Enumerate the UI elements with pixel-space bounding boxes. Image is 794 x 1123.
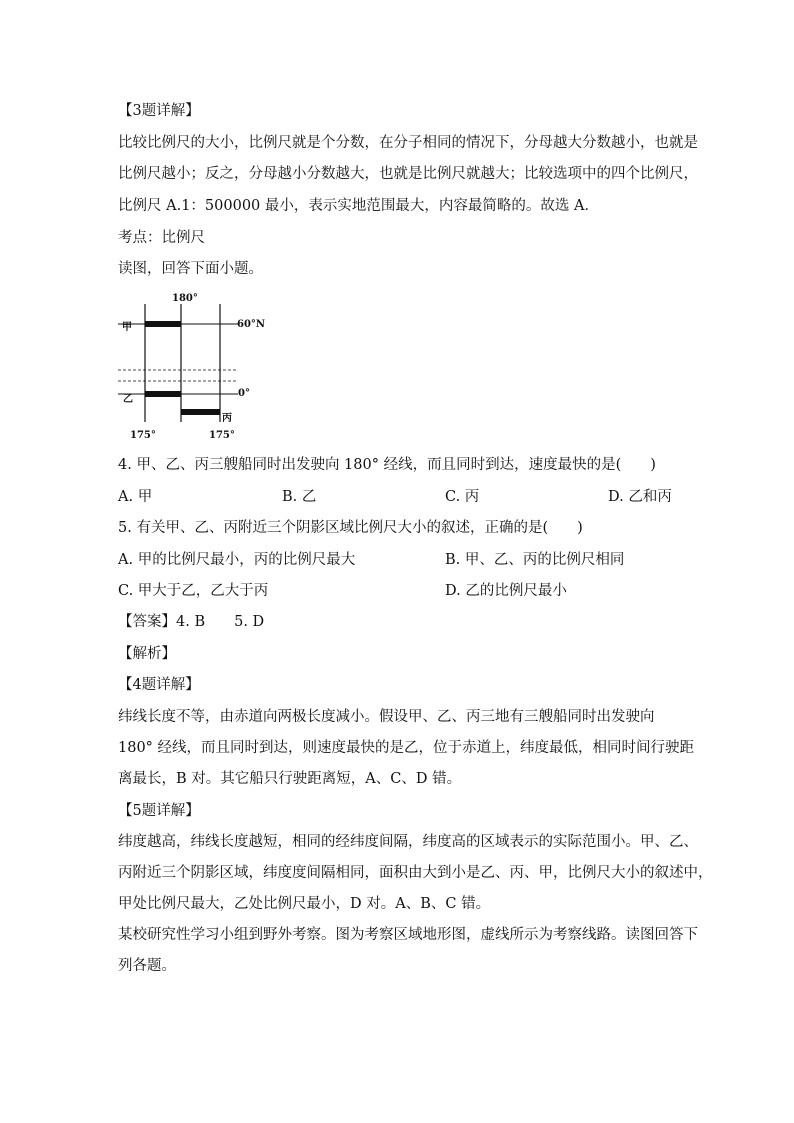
q5-detail-line: 甲处比例尺最大，乙处比例尺最小，D 对。A、B、C 错。 [118, 896, 491, 912]
q3-detail-header: 【3题详解】 [118, 103, 200, 119]
shaded-region-yi [145, 391, 181, 397]
label-bing: 丙 [222, 413, 232, 424]
q4-detail-header: 【4题详解】 [118, 677, 200, 693]
q5-option-c: C. 甲大于乙，乙大于丙 [118, 583, 269, 599]
q4-stem: 4. 甲、乙、丙三艘船同时出发驶向 180° 经线，而且同时到达，速度最快的是( ) [118, 457, 656, 473]
lat-label-60n: 60°N [237, 319, 266, 330]
lon-label-180: 180° [172, 293, 198, 304]
q4-option-c: C. 丙 [445, 489, 480, 505]
q4-detail-line: 离最长，B 对。其它船只行驶距离短，A、C、D 错。 [118, 771, 462, 787]
q3-paragraph-line: 比较比例尺的大小，比例尺就是个分数，在分子相同的情况下，分母越大分数越小，也就是 [118, 135, 698, 151]
label-jia: 甲 [122, 322, 132, 333]
intro-line: 读图，回答下面小题。 [118, 261, 263, 277]
q5-stem: 5. 有关甲、乙、丙附近三个阴影区域比例尺大小的叙述，正确的是( ) [118, 520, 583, 536]
q5-detail-line: 纬度越高，纬线长度越短，相同的经纬度间隔，纬度高的区域表示的实际范围小。甲、乙、 [118, 834, 698, 850]
q4-option-b: B. 乙 [282, 489, 317, 505]
next-question-intro: 某校研究性学习小组到野外考察。图为考察区域地形图，虚线所示为考察线路。读图回答下 [118, 927, 698, 943]
analysis-header: 【解析】 [118, 646, 176, 662]
q5-option-a: A. 甲的比例尺最小，丙的比例尺最大 [118, 552, 356, 568]
q3-paragraph-line: 比例尺越小；反之，分母越小分数越大，也就是比例尺就越大；比较选项中的四个比例尺， [118, 166, 698, 182]
next-question-intro: 列各题。 [118, 958, 176, 974]
q3-paragraph-line: 比例尺 A.1：500000 最小，表示实地范围最大，内容最简略的。故选 A． [118, 198, 599, 214]
answer-line: 【答案】4. B 5. D [118, 614, 265, 630]
shaded-region-jia [145, 321, 181, 327]
q5-detail-line: 丙附近三个阴影区域，纬度度间隔相同，面积由大到小是乙、丙、甲，比例尺大小的叙述中， [118, 865, 713, 881]
q4-detail-line: 纬线长度不等，由赤道向两极长度减小。假设甲、乙、丙三地有三艘船同时出发驶向 [118, 709, 655, 725]
q4-option-a: A. 甲 [118, 489, 153, 505]
label-yi: 乙 [123, 394, 133, 405]
latitude-longitude-figure [118, 290, 268, 442]
q5-detail-header: 【5题详解】 [118, 803, 200, 819]
q4-detail-line: 180° 经线，而且同时到达，则速度最快的是乙，位于赤道上，纬度最低，相同时间行驶距 [118, 740, 695, 756]
shaded-region-bing [181, 409, 220, 415]
lat-label-0: 0° [238, 388, 250, 399]
q5-option-d: D. 乙的比例尺最小 [445, 583, 567, 599]
q5-option-b: B. 甲、乙、丙的比例尺相同 [445, 552, 625, 568]
q4-option-d: D. 乙和丙 [608, 489, 672, 505]
kaodian-line: 考点：比例尺 [118, 230, 205, 246]
lon-label-left-175: 175° [130, 430, 156, 441]
lon-label-right-175: 175° [209, 430, 235, 441]
